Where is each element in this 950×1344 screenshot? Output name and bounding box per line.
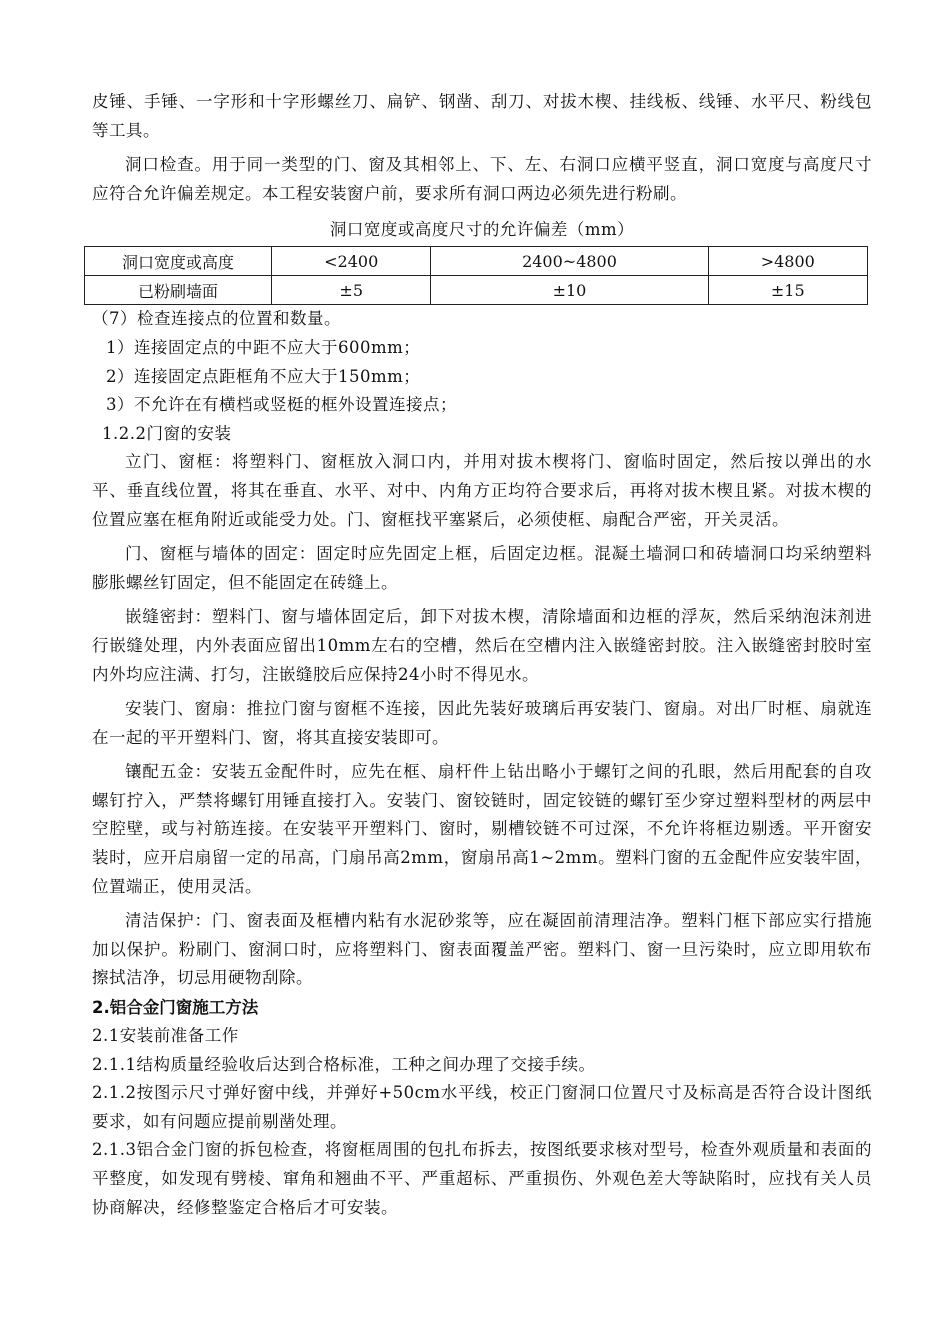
prep-item: 2.1.2按图示尺寸弹好窗中线，并弹好+50cm水平线，校正门窗洞口位置尺寸及标高是否符合设计图纸要求，如有问题应提前剔凿处理。 [92, 1083, 872, 1131]
paragraph-tools: 皮锤、手锤、一字形和十字形螺丝刀、扁铲、钢凿、刮刀、对拔木楔、挂线板、线锤、水平尺、粉线包等工具。 [92, 92, 872, 140]
prep-item: 2.1.3铝合金门窗的拆包检查，将窗框周围的包扎布拆去，按图纸要求核对型号，检查外观质量和表面的平整度，如发现有劈棱、窜角和翘曲不平、严重超标、严重损伤、外观色差大等缺陷时，应找有关人员协商解决，经修整鉴定合格后才可安装。 [92, 1140, 872, 1217]
section-heading-1-2-2: 1.2.2门窗的安装 [102, 423, 232, 443]
paragraph-install-sash: 安装门、窗扇：推拉门窗与窗框不连接，因此先装好玻璃后再安装门、窗扇。对出厂时框、扇就连在一起的平开塑料门、窗，将其直接安装即可。 [92, 699, 872, 747]
table-cell: >4800 [708, 247, 867, 276]
paragraph-cleaning: 清洁保护：门、窗表面及框槽内粘有水泥砂浆等，应在凝固前清理洁净。塑料门框下部应实行措施加以保护。粉刷门、窗洞口时，应将塑料门、窗表面覆盖严密。塑料门、窗一旦污染时，应立即用软布擦拭洁净，切忌用硬物刮除。 [92, 911, 872, 988]
table-caption: 洞口宽度或高度尺寸的允许偏差（mm） [329, 220, 635, 240]
document-page [92, 88, 872, 1222]
table-cell: ±15 [708, 276, 867, 305]
check-item: 1）连接固定点的中距不应大于600mm； [106, 337, 421, 357]
paragraph-frame-fixing: 门、窗框与墙体的固定：固定时应先固定上框，后固定边框。混凝土墙洞口和砖墙洞口均采纳塑料膨胀螺丝钉固定，但不能固定在砖缝上。 [92, 544, 872, 592]
section-heading-2-1: 2.1安装前准备工作 [92, 1026, 239, 1046]
table-cell: 洞口宽度或高度 [85, 247, 272, 276]
paragraph-hardware: 镶配五金：安装五金配件时，应先在框、扇杆件上钻出略小于螺钉之间的孔眼，然后用配套的自攻螺钉拧入，严禁将螺钉用锤直接打入。安装门、窗铰链时，固定铰链的螺钉至少穿过塑料型材的两层中空腔壁，或与衬筋连接。在安装平开塑料门、窗时，剔槽铰链不可过深，不允许将框边剔透。平开窗安装时，应开启扇留一定的吊高，门扇吊高2mm，窗扇吊高1~2mm。塑料门窗的五金配件应安装牢固，位置端正，使用灵活。 [92, 762, 872, 896]
check-item: 3）不允许在有横档或竖梃的框外设置连接点； [106, 395, 457, 415]
paragraph-install-frame: 立门、窗框：将塑料门、窗框放入洞口内，并用对拔木楔将门、窗临时固定，然后按以弹出的水平、垂直线位置，将其在垂直、水平、对中、内角方正均符合要求后，再将对拔木楔且紧。对拔木楔的位置应塞在框角附近或能受力处。门、窗框找平塞紧后，必须使框、扇配合严密，开关灵活。 [92, 452, 872, 529]
table-cell: 2400~4800 [431, 247, 708, 276]
table-row [85, 276, 868, 305]
paragraph-sealing: 嵌缝密封：塑料门、窗与墙体固定后，卸下对拔木楔，清除墙面和边框的浮灰，然后采纳泡沫剂进行嵌缝处理，内外表面应留出10mm左右的空槽，然后在空槽内注入嵌缝密封胶。注入嵌缝密封胶时室内外均应注满、打匀，注嵌缝胶后应保持24小时不得见水。 [92, 607, 872, 684]
table-cell: 已粉刷墙面 [85, 276, 272, 305]
table-row [85, 247, 868, 276]
prep-item: 2.1.1结构质量经验收后达到合格标准，工种之间办理了交接手续。 [92, 1054, 596, 1074]
check-heading: （7）检查连接点的位置和数量。 [92, 309, 341, 329]
paragraph-opening-check: 洞口检查。用于同一类型的门、窗及其相邻上、下、左、右洞口应横平竖直，洞口宽度与高度尺寸应符合允许偏差规定。本工程安装窗户前，要求所有洞口两边必须先进行粉刷。 [92, 155, 872, 203]
table-cell: ±5 [272, 276, 431, 305]
table-cell: ±10 [431, 276, 708, 305]
section-heading-2: 2.铝合金门窗施工方法 [92, 998, 259, 1018]
table-cell: <2400 [272, 247, 431, 276]
check-item: 2）连接固定点距框角不应大于150mm； [106, 366, 421, 386]
tolerance-table [84, 246, 868, 305]
